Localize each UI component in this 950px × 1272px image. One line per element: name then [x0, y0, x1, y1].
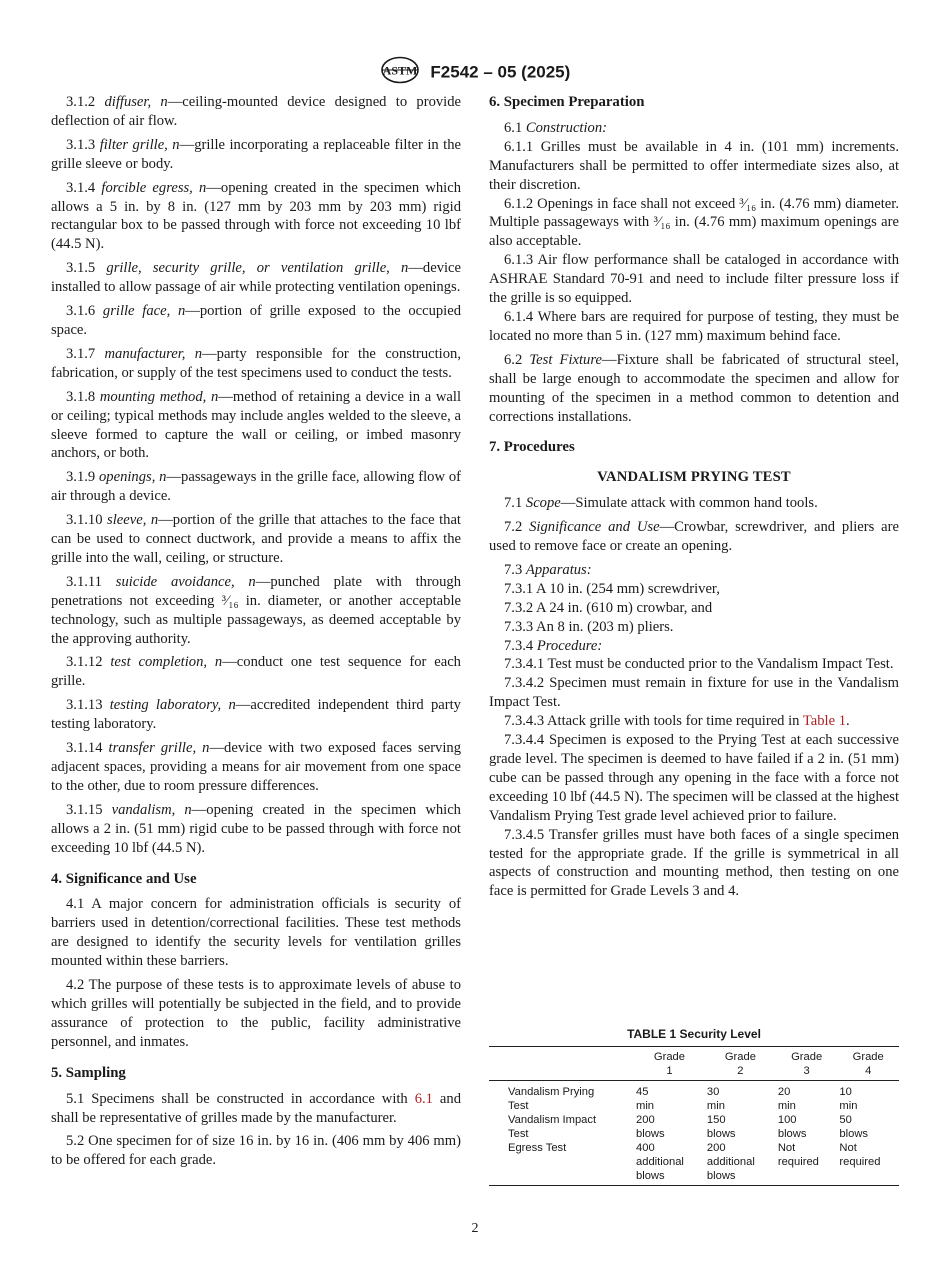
definition-3-1-10: 3.1.10 sleeve, n—portion of the grille that attaches to the face that can be used to connect ductwork, and provide a means to affix the grille into the wall, ceiling, or structure.: [51, 512, 461, 566]
table-header-grade-3: Grade 3: [776, 1047, 838, 1081]
definition-3-1-13: 3.1.13 testing laboratory, n—accredited independent third party testing laboratory.: [51, 697, 461, 733]
definition-3-1-15: 3.1.15 vandalism, n—opening created in the specimen which allows a 2 in. (51 mm) rigid cube to be passed through with force not exceeding 10 lbf (44.5 N).: [51, 801, 461, 856]
table-cell: Not required: [777, 1142, 819, 1168]
paragraph-7-3-4-4: 7.3.4.4 Specimen is exposed to the Prying Test at each successive grade level. The specimen is deemed to have failed if a 2 in. (51 mm) cube can be passed through any opening in the face with a force not exceeding 10 lbf (44.5 N). The specimen will be classed at the highest Vandalism Prying Test grade level achieved prior to failure.: [489, 732, 899, 824]
table-cell: 100 blows: [777, 1114, 807, 1140]
definition-3-1-6: 3.1.6 grille face, n—portion of grille exposed to the occupied space.: [51, 303, 461, 338]
definition-3-1-9: 3.1.9 openings, n—passageways in the grille face, allowing flow of air through a device.: [51, 469, 461, 505]
paragraph-7-3-4: 7.3.4 Procedure:: [504, 637, 603, 654]
section-4-title: 4. Significance and Use: [51, 870, 197, 887]
table-header-grade-2: Grade 2: [705, 1047, 776, 1081]
paragraph-6-1: 6.1 Construction:: [504, 119, 607, 136]
definition-3-1-5: 3.1.5 grille, security grille, or ventilation grille, n—device installed to allow passage of air while protecting ventilation openings.: [51, 260, 462, 296]
paragraph-6-1-2: 6.1.2 Openings in face shall not exceed ³⁄₁₆ in. (4.76 mm) diameter. Multiple passageways with ³⁄₁₆ in. (4.76 mm) maximum openings are also acceptable.: [489, 195, 899, 250]
table-header-blank: [489, 1047, 634, 1081]
section-6-1-link[interactable]: 6.1: [414, 1090, 433, 1107]
paragraph-6-1-4: 6.1.4 Where bars are required for purpose of testing, they must be located no more than 5 in. (127 mm) maximum behind face.: [489, 308, 899, 344]
paragraph-6-2: 6.2 Test Fixture—Fixture shall be fabricated of structural steel, shall be large enough to accommodate the specimen and allow for mounting of the specimen in a method common to detention and corrections installations.: [489, 351, 899, 425]
table-row: [489, 1081, 899, 1114]
definition-3-1-11: 3.1.11 suicide avoidance, n—punched plate with through penetrations not exceeding ³⁄₁₆ in. diameter, or another acceptable technology, such as multiple passageways, as deemed acceptable by the approving authority.: [51, 573, 461, 647]
right-column: [489, 93, 899, 901]
page-header: [0, 56, 950, 89]
table-header-grade-1: Grade 1: [634, 1047, 705, 1081]
paragraph-7-2: 7.2 Significance and Use—Crowbar, screwdriver, and pliers are used to remove face or create an opening.: [489, 519, 899, 555]
table-cell: 20 min: [777, 1086, 796, 1112]
security-table-grid: [489, 1046, 899, 1186]
table-header-grade-4: Grade 4: [837, 1047, 899, 1081]
paragraph-7-3: 7.3 Apparatus:: [504, 561, 592, 578]
section-5-title: 5. Sampling: [51, 1064, 126, 1081]
paragraph-7-1: 7.1 Scope—Simulate attack with common hand tools.: [504, 495, 818, 512]
paragraph-7-3-4-1: 7.3.4.1 Test must be conducted prior to the Vandalism Impact Test.: [504, 656, 894, 673]
table-row-label: Vandalism Prying Test: [508, 1086, 595, 1112]
table-cell: 200 blows: [636, 1114, 665, 1140]
table-header-row: [489, 1047, 899, 1081]
table-cell: 30 min: [706, 1086, 725, 1112]
paragraph-6-1-3: 6.1.3 Air flow performance shall be cataloged in accordance with ASHRAE Standard 70-91 and need to include filter pressure loss if the grille is so equipped.: [489, 252, 899, 307]
paragraph-4-1: 4.1 A major concern for administration officials is security of barriers used in detention/correctional facilities. These test methods are designed to identify the security levels for ventilation grilles mounted within these barriers.: [51, 896, 461, 970]
definition-3-1-7: 3.1.7 manufacturer, n—party responsible for the construction, fabrication, or supply of the test specimens used to conduct the tests.: [51, 345, 461, 381]
paragraph-5-2: 5.2 One specimen for of size 16 in. by 16 in. (406 mm by 406 mm) to be offered for each grade.: [51, 1133, 461, 1169]
security-level-table: [489, 1027, 899, 1186]
table-row: [489, 1113, 899, 1141]
table-cell: Not required: [839, 1142, 881, 1168]
definition-3-1-2: 3.1.2 diffuser, n—ceiling-mounted device designed to provide deflection of air flow.: [51, 94, 461, 129]
paragraph-7-3-4-3: 7.3.4.3 Attack grille with tools for time required in Table 1.: [504, 713, 850, 730]
table-cell: 150 blows: [706, 1114, 736, 1140]
table-cell: 400 additional blows: [636, 1142, 684, 1182]
paragraph-7-3-4-5: 7.3.4.5 Transfer grilles must have both faces of a single specimen tested for the appropriate grade. If the grille is symmetrical in all aspects of construction and mounting method, then testing on one face is permitted for Grade Levels 3 and 4.: [489, 826, 899, 900]
definition-3-1-8: 3.1.8 mounting method, n—method of retaining a device in a wall or ceiling; typical methods may include angles welded to the sleeve, a sleeve formed to capture the wall or ceiling, or imbed masonry anchors, or both.: [51, 388, 461, 462]
paragraph-7-3-2: 7.3.2 A 24 in. (610 m) crowbar, and: [504, 599, 713, 616]
definition-3-1-4: 3.1.4 forcible egress, n—opening created in the specimen which allows a 5 in. by 8 in. (127 mm by 203 mm by 203 mm) rigid rectangular box to be passed through with force not exceeding 10 lbf (44.5 N).: [51, 179, 461, 253]
paragraph-7-3-1: 7.3.1 A 10 in. (254 mm) screwdriver,: [504, 580, 720, 597]
table-1-link[interactable]: Table 1: [802, 713, 847, 730]
table-cell: 200 additional blows: [706, 1142, 755, 1182]
paragraph-4-2: 4.2 The purpose of these tests is to approximate levels of abuse to which grilles will potentially be subjected in the field, and to provide assurance of protection to the public, facility administrative personnel, and inmates.: [51, 977, 461, 1050]
definition-3-1-3: 3.1.3 filter grille, n—grille incorporating a replaceable filter in the grille sleeve or body.: [51, 136, 461, 172]
section-7-title: 7. Procedures: [489, 439, 575, 456]
table-row-label: Vandalism Impact Test: [508, 1114, 597, 1140]
paragraph-5-1: 5.1 Specimens shall be constructed in accordance with 6.1 and shall be representative of grilles made by the manufacturer.: [51, 1090, 461, 1126]
table-title: TABLE 1 Security Level: [627, 1027, 761, 1041]
svg-text:ASTM: ASTM: [382, 63, 418, 78]
paragraph-7-3-3: 7.3.3 An 8 in. (203 m) pliers.: [504, 618, 674, 635]
paragraph-6-1-1: 6.1.1 Grilles must be available in 4 in. (101 mm) increments. Manufacturers shall be permitted to offer intermediate sizes also, at their discretion.: [489, 138, 899, 193]
table-cell: 10 min: [839, 1086, 858, 1112]
document-designation: F2542 – 05 (2025): [430, 62, 571, 82]
definition-3-1-14: 3.1.14 transfer grille, n—device with two exposed faces serving adjacent spaces, providing a means for air movement from one space to the other, due to room pressure differences.: [51, 740, 462, 794]
section-6-title: 6. Specimen Preparation: [489, 94, 645, 110]
definition-3-1-12: 3.1.12 test completion, n—conduct one test sequence for each grille.: [51, 654, 461, 690]
page-number: 2: [471, 1221, 479, 1236]
paragraph-7-3-4-2: 7.3.4.2 Specimen must remain in fixture for use in the Vandalism Impact Test.: [489, 675, 899, 711]
table-cell: 45 min: [636, 1086, 655, 1112]
left-column: [51, 93, 461, 1175]
astm-logo-icon: [380, 56, 420, 89]
table-row: [489, 1141, 899, 1186]
vandalism-prying-test-title: VANDALISM PRYING TEST: [597, 469, 791, 486]
table-row-label: Egress Test: [508, 1142, 567, 1154]
table-cell: 50 blows: [839, 1114, 869, 1140]
